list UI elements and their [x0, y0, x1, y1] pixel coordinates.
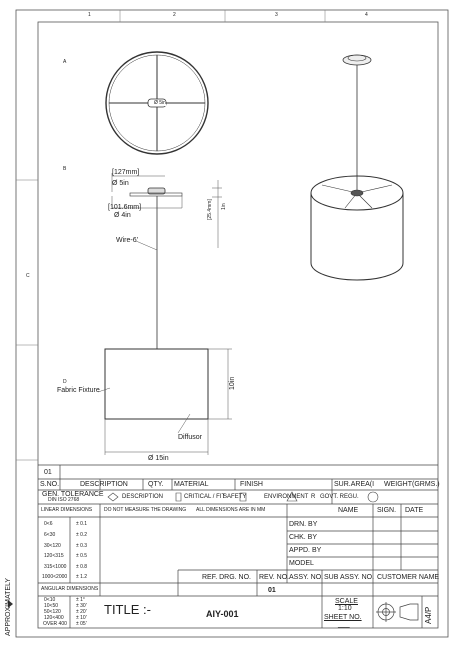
ang-range: 0<10	[44, 597, 56, 603]
hdr-sign: SIGN.	[377, 507, 397, 514]
title-block-grid	[38, 465, 438, 628]
assy-no: ASSY. NO.	[289, 574, 324, 581]
hdr-date: DATE	[405, 507, 424, 514]
diffusor-label: Diffusor	[178, 434, 202, 441]
tol-range: 30<120	[44, 543, 61, 549]
hdr-finish: FINISH	[240, 481, 263, 488]
scale-label: SCALE	[335, 598, 358, 605]
grid-row-b: B	[63, 166, 67, 172]
hdr-qty: QTY.	[148, 481, 164, 488]
scale-value: 1:10	[338, 605, 352, 612]
hdr-name: NAME	[338, 507, 359, 514]
appd-by: APPD. BY	[289, 547, 322, 554]
iso-shade-body	[311, 193, 403, 280]
tol-range: 0<6	[44, 521, 53, 527]
wire-label: Wire-6'	[116, 237, 138, 244]
height-label: 10in	[229, 376, 236, 390]
canopy-dia-in: Ø 5in	[112, 180, 129, 187]
grid-col-2: 2	[173, 12, 176, 18]
drn-by: DRN. BY	[289, 521, 318, 528]
tol-value: ± 1.2	[76, 574, 88, 580]
sheet-label: SHEET NO.	[324, 614, 362, 621]
grid-col-3: 3	[275, 12, 278, 18]
tol-value: ± 0.2	[76, 532, 88, 538]
canopy-dia-mm: [127mm]	[112, 169, 140, 176]
projection-symbol	[376, 602, 418, 622]
iso-canopy	[343, 55, 371, 65]
hdr-description: DESCRIPTION	[80, 481, 128, 488]
part-number: AIY-001	[206, 609, 239, 619]
description-symbol	[108, 493, 118, 501]
width-label: Ø 15in	[148, 455, 169, 462]
ang-value: ± 10'	[76, 615, 87, 621]
side-view	[105, 188, 208, 419]
tol-range: 6<30	[44, 532, 56, 538]
chk-by: CHK. BY	[289, 534, 318, 541]
sub-assy-no: SUB ASSY. NO.	[324, 574, 375, 581]
linear-dimensions: LINEAR DIMENSIONS	[41, 507, 93, 513]
model: MODEL	[289, 560, 314, 567]
iso-view	[311, 55, 403, 280]
tol-range: 1000<2000	[42, 574, 68, 580]
grid-row-a: A	[63, 59, 67, 65]
legend-safety: SAFETY	[223, 494, 247, 500]
angular-dimensions: ANGULAR DIMENSIONS	[41, 586, 99, 592]
plate-dia-in: Ø 4in	[114, 212, 131, 219]
fixture-label: Fabric Fixture	[57, 387, 100, 394]
approx-note: APPROXIMATELY	[5, 577, 12, 636]
title-label: TITLE :-	[104, 602, 151, 617]
rev-no: REV. NO.	[259, 574, 290, 581]
sheet-size: A4/P	[424, 606, 433, 624]
shade-body	[105, 349, 208, 419]
canopy-h-in: 1in	[221, 203, 227, 210]
tol-range: 120<315	[44, 553, 64, 559]
gen-tolerance: GEN. TOLERANCE	[42, 491, 104, 498]
ang-value: ± 20'	[76, 609, 87, 615]
legend-critical: CRITICAL / FIT	[184, 494, 226, 500]
notice-2: ALL DIMENSIONS ARE IN MM	[196, 507, 266, 513]
ang-value: ± 1°	[76, 597, 85, 603]
grid-col-4: 4	[365, 12, 368, 18]
sheet-value: ___	[338, 621, 350, 628]
ref-drg-no: REF. DRG. NO.	[202, 574, 252, 581]
item-no: 01	[44, 469, 52, 476]
legend-environment: ENVIRONMENT	[264, 494, 309, 500]
critical-symbol	[176, 493, 181, 501]
hdr-material: MATERIAL	[174, 481, 209, 488]
legend-description: DESCRIPTION	[122, 494, 164, 500]
top-view-dia: Ø 5in	[154, 100, 166, 106]
customer-name: CUSTOMER NAME	[377, 574, 440, 581]
din-standard: DIN ISO 2768	[48, 497, 80, 503]
hdr-sno: S.NO.	[40, 481, 60, 488]
ang-value: ± 30'	[76, 603, 87, 609]
ang-range: 10<50	[44, 603, 59, 609]
ang-range: OVER 400	[43, 621, 67, 627]
tol-value: ± 0.8	[76, 564, 88, 570]
iso-hub	[351, 190, 363, 196]
hdr-sur-area: SUR.AREA(I	[334, 481, 375, 488]
notice: DO NOT MEASURE THE DRAWING	[104, 507, 187, 513]
hdr-weight: WEIGHT(GRMS.)	[384, 481, 440, 488]
ang-range: 50<120	[44, 609, 61, 615]
inner-border	[38, 22, 438, 628]
legend-govt: GOVT. REGU.	[320, 494, 359, 500]
govt-symbol	[368, 492, 378, 502]
grid-row-d: D	[63, 379, 67, 385]
plate-dia-mm: [101.6mm]	[108, 204, 142, 211]
canopy-h-mm: [25.4mm]	[207, 199, 213, 220]
tol-range: 315<1000	[44, 564, 67, 570]
assy-value: 01	[268, 587, 276, 594]
ang-value: ± 05'	[76, 621, 87, 627]
legend-r: R	[311, 494, 316, 500]
tol-value: ± 0.5	[76, 553, 88, 559]
tol-value: ± 0.3	[76, 543, 88, 549]
ang-range: 120<400	[44, 615, 64, 621]
tol-value: ± 0.1	[76, 521, 88, 527]
grid-row-c: C	[26, 273, 30, 279]
grid-col-1: 1	[88, 12, 91, 18]
